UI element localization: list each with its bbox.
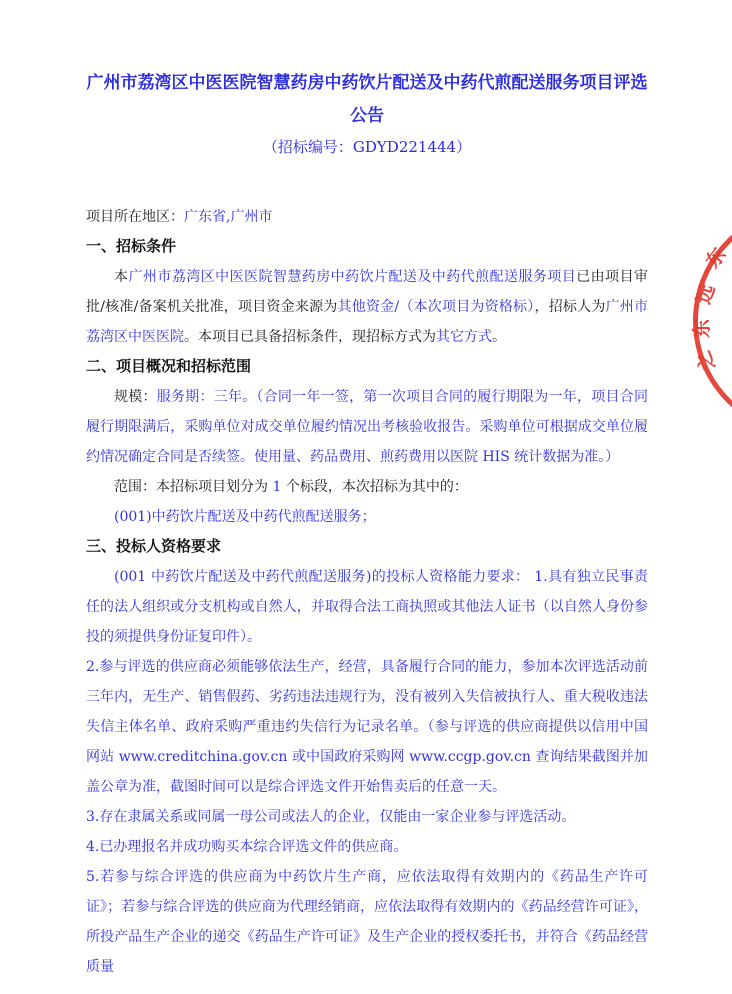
doc-paragraph bbox=[86, 832, 648, 862]
text-segment: (001)中药饮片配送及中药代煎配送服务； bbox=[114, 509, 376, 525]
stamp-character: 东 bbox=[692, 318, 714, 339]
text-segment: 。 bbox=[492, 329, 506, 345]
text-segment: 1 bbox=[272, 479, 282, 495]
page-title: 广州市荔湾区中医医院智慧药房中药饮片配送及中药代煎配送服务项目评选公告 bbox=[86, 73, 648, 125]
document-body bbox=[86, 66, 648, 982]
project-location-line bbox=[86, 202, 648, 232]
doc-paragraph bbox=[86, 502, 648, 532]
text-segment: ，招标人为 bbox=[534, 299, 606, 315]
section-heading-project-overview: 二、项目概况和招标范围 bbox=[86, 358, 252, 375]
location-label: 项目所在地区： bbox=[86, 209, 184, 225]
doc-paragraph bbox=[86, 472, 648, 502]
text-segment: 已由项目审批/核准/备案机关批准，项目资金来源为 bbox=[86, 269, 649, 315]
stamp-character: 东 bbox=[702, 244, 731, 273]
text-segment: (001 中药饮片配送及中药代煎配送服务)的投标人资格能力要求： 1.具有独立民事责任的法人组织或分支机构或自然人，并取得合法工商执照或其他法人证书（以自然人身份参投的须提供身份证复印件）。 bbox=[86, 569, 648, 645]
text-segment: 其他资金/（本次项目为资格标） bbox=[337, 299, 535, 315]
text-segment: 个标段，本次招标为其中的： bbox=[281, 479, 468, 495]
text-segment: 规模： bbox=[114, 389, 157, 405]
stamp-character: 之 bbox=[693, 347, 720, 374]
doc-paragraph bbox=[86, 562, 648, 652]
section-heading-bidder-qualifications: 三、投标人资格要求 bbox=[86, 538, 222, 555]
text-segment: 。本项目已具备招标条件，现招标方式为 bbox=[184, 329, 436, 345]
location-value: 广东省,广州市 bbox=[184, 209, 273, 225]
section-heading-tender-conditions: 一、招标条件 bbox=[86, 238, 177, 255]
text-segment: 5.若参与综合评选的供应商为中药饮片生产商，应依法取得有效期内的《药品生产许可证》；若参与综合评选的供应商为代理经销商，应依法取得有效期内的《药品经营许可证》，所投产品生产企业的递交《药品生产许可证》及生产企业的授权委托书，并符合《药品经营质量 bbox=[86, 869, 648, 975]
doc-paragraph bbox=[86, 262, 648, 352]
text-segment: 其它方式 bbox=[436, 329, 492, 345]
text-segment: 服务期：三年。（合同一年一签，第一次项目合同的履行期限为一年，项目合同履行期限满后，采购单位对成交单位履约情况出考核验收报告。采购单位可根据成交单位履约情况确定合同是否续签。使用量、药品费用、煎药费用以医院 HIS 统计数据为准。） bbox=[86, 389, 649, 465]
doc-paragraph bbox=[86, 802, 648, 832]
tender-number: （招标编号：GDYD221444） bbox=[262, 138, 472, 156]
text-segment: 2.参与评选的供应商必须能够依法生产，经营，具备履行合同的能力，参加本次评选活动前三年内，无生产、销售假药、劣药违法违规行为，没有被列入失信被执行人、重大税收违法失信主体名单、政府采购严重违约失信行为记录名单。（参与评选的供应商提供以信用中国网站 www.creditchina.gov.cn 或中国政府采购网 www.ccgp.gov.cn 查询结果截图并加盖公章为准，截图时间可以是综合评选文件开始售卖后的任意一天。 bbox=[86, 659, 648, 795]
text-segment: 广州市荔湾区中医医院 bbox=[86, 299, 649, 345]
text-segment: 范围：本招标项目划分为 bbox=[114, 479, 273, 495]
text-segment: 3.存在隶属关系或同属一母公司或法人的企业，仅能由一家企业参与评选活动。 bbox=[86, 809, 576, 825]
text-segment: 本 bbox=[114, 269, 129, 285]
text-segment: 广州市荔湾区中医医院智慧药房中药饮片配送及中药代煎配送服务项目 bbox=[128, 269, 577, 285]
doc-paragraph bbox=[86, 382, 648, 472]
stamp-character: 远 bbox=[693, 282, 720, 307]
doc-paragraph bbox=[86, 652, 648, 802]
doc-paragraph bbox=[86, 862, 648, 982]
text-segment: 4.已办理报名并成功购买本综合评选文件的供应商。 bbox=[86, 839, 408, 855]
